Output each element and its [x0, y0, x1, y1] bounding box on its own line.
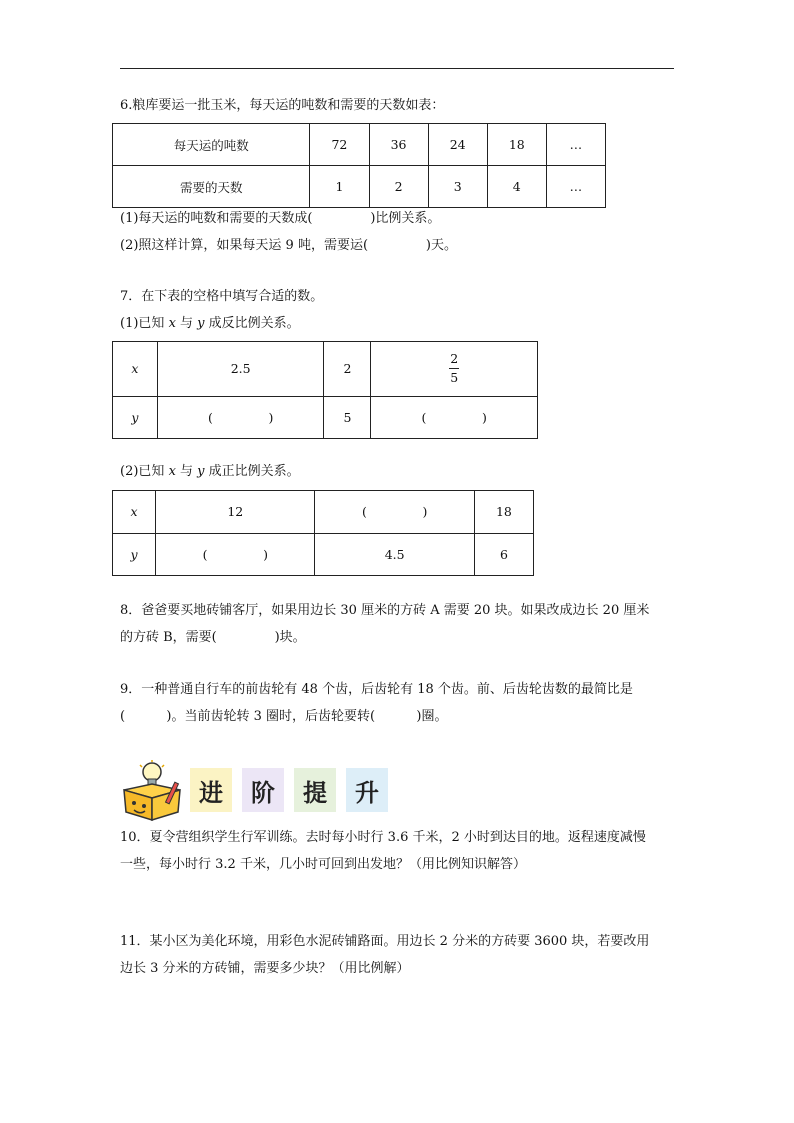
q7-t1-x-cell: 2 — [324, 342, 371, 397]
q11-line1: 11．某小区为美化环境，用彩色水泥砖铺路面。用边长 2 分米的方砖要 3600 块，若要改用 — [120, 934, 650, 949]
q7-t1-y-cell: ( ) — [157, 396, 324, 438]
q7-t1-y-cell: ( ) — [371, 396, 538, 438]
fraction-numerator: 2 — [450, 351, 459, 367]
q6-row1-cell: 18 — [487, 124, 546, 166]
q6-table — [112, 123, 606, 208]
q6-sub1: (1)每天运的吨数和需要的天数成( )比例关系。 — [120, 211, 441, 226]
q6-row1-label: 每天运的吨数 — [113, 124, 310, 166]
q10-line1: 10．夏令营组织学生行军训练。去时每小时行 3.6 千米，2 小时到达目的地。返程速度减慢 — [120, 830, 646, 845]
x-var: x — [168, 316, 176, 331]
advanced-section-banner — [118, 760, 408, 822]
q6-row1-cell: 72 — [310, 124, 369, 166]
banner-tile: 升 — [346, 768, 388, 812]
q7-t1-y-label: y — [113, 396, 158, 438]
q7-sub2: (2)已知 x 与 y 成正比例关系。 — [120, 464, 300, 479]
q7-title: 7．在下表的空格中填写合适的数。 — [120, 289, 324, 304]
q6-row2-cell: 3 — [428, 166, 487, 208]
q6-row2-cell: 1 — [310, 166, 369, 208]
q7-t2-x-cell: 12 — [156, 491, 315, 534]
q7-table2 — [112, 490, 534, 576]
q7-t2-y-cell: 4.5 — [315, 533, 474, 576]
q6-row1-cell: … — [546, 124, 605, 166]
q7-t2-y-cell: 6 — [474, 533, 533, 576]
q11-line2: 边长 3 分米的方砖铺，需要多少块？（用比例解） — [120, 961, 410, 976]
banner-tile: 阶 — [242, 768, 284, 812]
q7-table1 — [112, 341, 538, 439]
q8-line2: 的方砖 B，需要( )块。 — [120, 630, 306, 645]
q7-t2-x-label: x — [113, 491, 156, 534]
banner-tile: 进 — [190, 768, 232, 812]
q7-t2-x-cell: ( ) — [315, 491, 474, 534]
q9-line1: 9．一种普通自行车的前齿轮有 48 个齿，后齿轮有 18 个齿。前、后齿轮齿数的最简比是 — [120, 682, 633, 697]
y-var: y — [197, 316, 205, 331]
q6-row1-cell: 36 — [369, 124, 428, 166]
fraction-denominator: 5 — [450, 370, 459, 386]
q7-t1-y-cell: 5 — [324, 396, 371, 438]
q7-t1-x-fraction — [371, 342, 538, 397]
q6-title: 6.粮库要运一批玉米，每天运的吨数和需要的天数如表： — [120, 98, 445, 113]
q8-line1: 8．爸爸要买地砖铺客厅，如果用边长 30 厘米的方砖 A 需要 20 块。如果改成边长 20 厘米 — [120, 603, 650, 618]
q9-line2: ( )。当前齿轮转 3 圈时，后齿轮要转( )圈。 — [120, 709, 448, 724]
idea-box-icon — [118, 760, 186, 822]
q7-t2-y-label: y — [113, 533, 156, 576]
banner-tile: 提 — [294, 768, 336, 812]
q7-t1-x-label: x — [113, 342, 158, 397]
q6-row2-cell: 4 — [487, 166, 546, 208]
q7-t2-x-cell: 18 — [474, 491, 533, 534]
q6-row1-cell: 24 — [428, 124, 487, 166]
q6-row2-cell: 2 — [369, 166, 428, 208]
header-rule — [120, 68, 674, 69]
q6-row2-label: 需要的天数 — [113, 166, 310, 208]
q7-t2-y-cell: ( ) — [156, 533, 315, 576]
q7-sub1: (1)已知 x 与 y 成反比例关系。 — [120, 316, 300, 331]
q6-sub2: (2)照这样计算，如果每天运 9 吨，需要运( )天。 — [120, 238, 457, 253]
q7-t1-x-cell: 2.5 — [157, 342, 324, 397]
q10-line2: 一些，每小时行 3.2 千米，几小时可回到出发地？（用比例知识解答） — [120, 857, 526, 872]
q6-row2-cell: … — [546, 166, 605, 208]
